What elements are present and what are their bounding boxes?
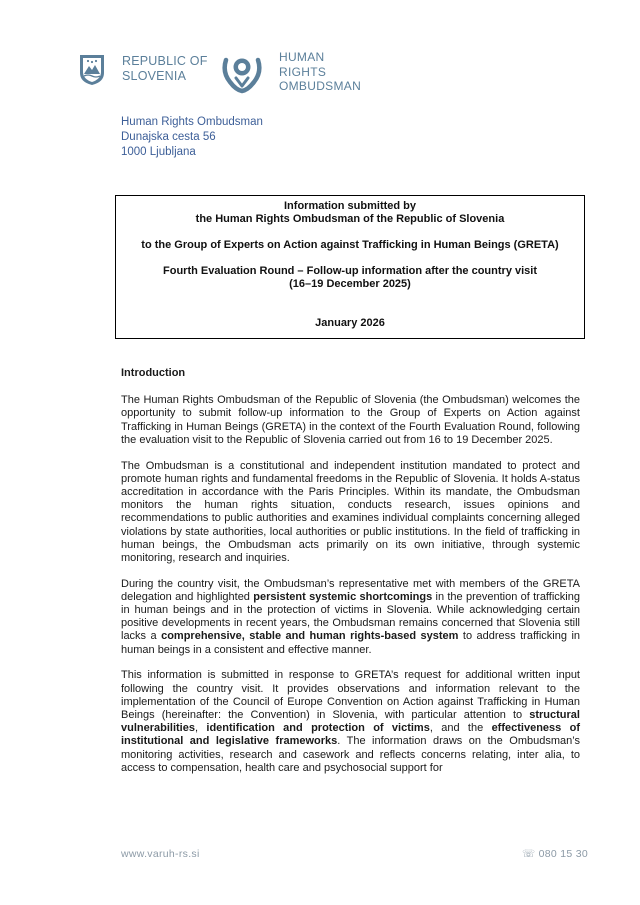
paragraph-3-emphasis-1: persistent systemic shortcomings bbox=[253, 590, 433, 603]
paragraph-4 bbox=[121, 669, 580, 775]
paragraph-2: The Ombudsman is a constitutional and independent institution mandated to protect and promote human rights and fundamental freedoms in the Republic of Slovenia. It holds A-status accreditation in accordance with the Paris Principles. Within its mandate, the Ombudsman monitors the human rights situation, conducts research, issues opinions and recommendations to public authorities and examines individual complaints concerning alleged violations by state authorities, local authorities or public institutions. In the field of trafficking in human beings, the Ombudsman acts primarily on its own initiative, through systemic monitoring, research and inquiries. bbox=[121, 459, 580, 564]
paragraph-3 bbox=[121, 578, 580, 657]
slovenia-logo-line2: SLOVENIA bbox=[122, 69, 187, 83]
footer-website[interactable]: www.varuh-rs.si bbox=[121, 848, 200, 860]
sender-address bbox=[121, 115, 263, 160]
paragraph-4-text-c: , bbox=[194, 722, 207, 735]
title-line-3: to the Group of Experts on Action against Trafficking in Human Beings (GRETA) bbox=[141, 239, 559, 251]
paragraph-4-emphasis-2: identification and protection of victims bbox=[206, 722, 430, 735]
ombudsman-logo-line2: RIGHTS bbox=[279, 64, 327, 79]
title-box bbox=[115, 195, 585, 339]
sender-name: Human Rights Ombudsman bbox=[121, 116, 263, 128]
human-rights-ombudsman-icon bbox=[220, 50, 264, 94]
slovenia-coat-of-arms-icon bbox=[79, 54, 105, 86]
title-date: January 2026 bbox=[315, 317, 385, 329]
ombudsman-logo-line3: OMBUDSMAN bbox=[279, 79, 362, 93]
paragraph-4-text-a: This information is submitted in response to GRETA’s request for additional written input following the country visit. It provides observations and information relevant to the implementation of the Council of Europe Convention on Action against Trafficking in Human Beings (hereinafter: the Convention) in Slovenia, with particular attention to bbox=[121, 669, 580, 721]
document-body bbox=[121, 367, 580, 787]
title-line-1: Information submitted by bbox=[284, 200, 416, 212]
paragraph-3-text-c: in the prevention of trafficking in human beings and in the protection of victims in Slovenia. While acknowledging certain positive developments in recent years, the Ombudsman remains concerned that Slovenia still lacks a bbox=[121, 590, 580, 643]
paragraph-4-text-e: , and the bbox=[429, 722, 492, 735]
title-line-4: Fourth Evaluation Round – Follow-up information after the country visit bbox=[163, 265, 537, 277]
title-line-2: the Human Rights Ombudsman of the Republic of Slovenia bbox=[195, 213, 505, 225]
paragraph-4-emphasis-1: structural vulnerabilities bbox=[121, 708, 580, 735]
paragraph-3-text-a: During the country visit, the Ombudsman’s representative met with members of the GRETA delegation and highlighted bbox=[121, 577, 580, 603]
paragraph-4-text-g: . The information draws on the Ombudsman’s monitoring activities, research and casework and reflects concerns relating, inter alia, to access to compensation, health care and psychosocial support for bbox=[121, 735, 580, 774]
sender-street: Dunajska cesta 56 bbox=[121, 131, 216, 143]
section-heading: Introduction bbox=[121, 367, 186, 379]
sender-city: 1000 Ljubljana bbox=[121, 146, 196, 158]
slovenia-logo-text bbox=[122, 54, 208, 84]
title-line-5: (16–19 December 2025) bbox=[289, 278, 411, 290]
paragraph-4-emphasis-3: effectiveness of institutional and legislative frameworks bbox=[121, 722, 580, 748]
slovenia-logo-line1: REPUBLIC OF bbox=[122, 54, 208, 68]
ombudsman-logo-line1: HUMAN bbox=[279, 50, 325, 64]
ombudsman-logo-text bbox=[279, 50, 361, 94]
paragraph-3-text-e: to address trafficking in human beings in a consistent and effective manner. bbox=[121, 630, 581, 656]
footer-phone: ☏ 080 15 30 bbox=[522, 848, 589, 860]
paragraph-1: The Human Rights Ombudsman of the Republic of Slovenia (the Ombudsman) welcomes the opportunity to submit follow-up information to the Group of Experts on Action against Trafficking in Human Beings (GRETA) in the context of the Fourth Evaluation Round, following the evaluation visit to the Republic of Slovenia carried out from 16 to 19 December 2025. bbox=[121, 394, 580, 446]
paragraph-3-emphasis-2: comprehensive, stable and human rights-based system bbox=[161, 630, 459, 643]
